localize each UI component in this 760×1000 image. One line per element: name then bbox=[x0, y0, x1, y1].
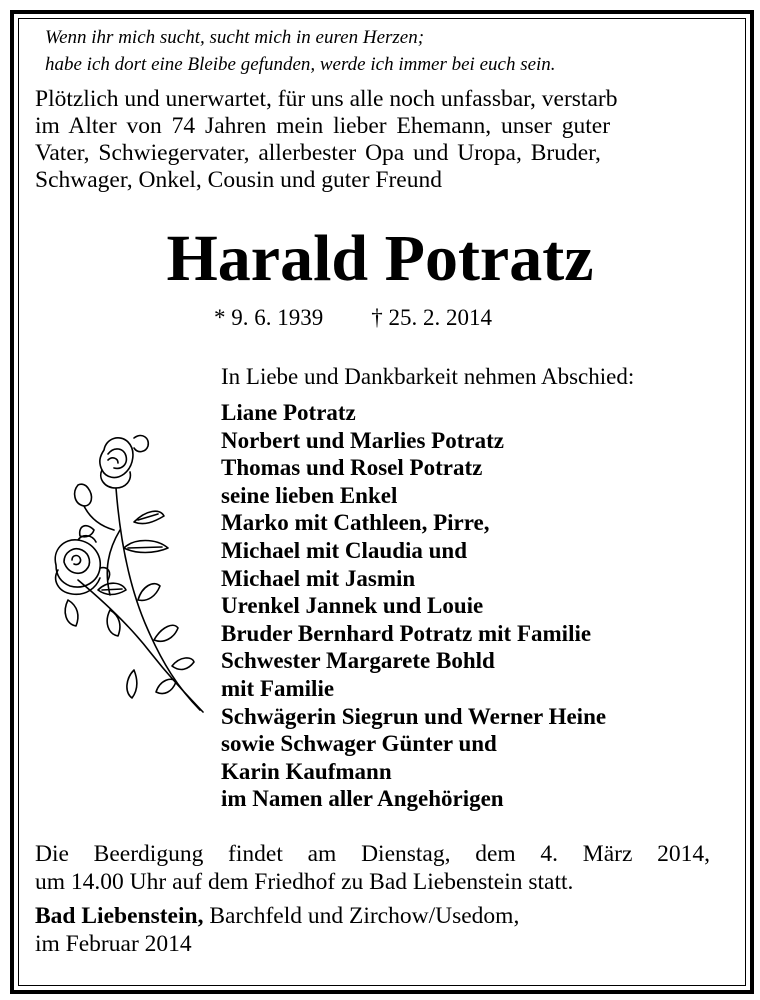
place-town: Bad Liebenstein, bbox=[35, 903, 204, 929]
place-line bbox=[35, 902, 519, 930]
death-date: † 25. 2. 2014 bbox=[371, 305, 492, 330]
place-and-date bbox=[35, 902, 519, 958]
mourner-line: Michael mit Jasmin bbox=[221, 565, 416, 591]
mourner-line: Thomas und Rosel Potratz bbox=[221, 455, 483, 481]
mourner-line: Liane Potratz bbox=[221, 400, 356, 425]
place-rest: Barchfeld und Zirchow/Usedom, bbox=[203, 903, 520, 929]
motto-verse bbox=[45, 24, 556, 78]
rose-illustration-icon bbox=[38, 430, 218, 720]
birth-date: * 9. 6. 1939 bbox=[214, 305, 324, 330]
mourner-line: Schwester Margarete Bohld bbox=[221, 648, 495, 674]
intro-line: Vater, Schwiegervater, allerbester Opa und Uropa, Bruder, bbox=[35, 140, 601, 166]
intro-line: Plötzlich und unerwartet, für uns alle noch unfassbar, verstarb bbox=[35, 86, 618, 112]
mourner-line: Michael mit Claudia und bbox=[221, 537, 468, 563]
life-dates bbox=[214, 305, 492, 331]
mourner-line: Urenkel Jannek und Louie bbox=[221, 593, 484, 619]
motto-line: Wenn ihr mich sucht, sucht mich in euren Herzen; bbox=[45, 27, 425, 48]
motto-line: habe ich dort eine Bleibe gefunden, werde ich immer bei euch sein. bbox=[45, 54, 556, 75]
mourner-line: sowie Schwager Günter und bbox=[221, 731, 497, 757]
deceased-name: Harald Potratz bbox=[166, 222, 594, 295]
mourner-line: mit Familie bbox=[221, 675, 335, 701]
funeral-line: Die Beerdigung findet am Dienstag, dem 4. März 2014, bbox=[35, 841, 710, 867]
mourner-line: seine lieben Enkel bbox=[221, 482, 398, 508]
mourner-line: im Namen aller Angehörigen bbox=[221, 786, 504, 812]
intro-line: Schwager, Onkel, Cousin und guter Freund bbox=[35, 167, 442, 193]
funeral-info bbox=[35, 840, 710, 896]
mourner-line: Karin Kaufmann bbox=[221, 758, 392, 784]
issue-date: im Februar 2014 bbox=[35, 931, 192, 957]
funeral-line: um 14.00 Uhr auf dem Friedhof zu Bad Liebenstein statt. bbox=[35, 869, 574, 895]
intro-text bbox=[35, 86, 710, 194]
mourner-line: Bruder Bernhard Potratz mit Familie bbox=[221, 620, 592, 646]
mourners-list bbox=[221, 399, 606, 813]
mourner-line: Marko mit Cathleen, Pirre, bbox=[221, 510, 490, 536]
farewell-heading: In Liebe und Dankbarkeit nehmen Abschied: bbox=[221, 364, 635, 389]
mourner-line: Norbert und Marlies Potratz bbox=[221, 427, 504, 453]
mourner-line: Schwägerin Siegrun und Werner Heine bbox=[221, 703, 607, 729]
intro-line: im Alter von 74 Jahren mein lieber Ehemann, unser guter bbox=[35, 113, 611, 139]
